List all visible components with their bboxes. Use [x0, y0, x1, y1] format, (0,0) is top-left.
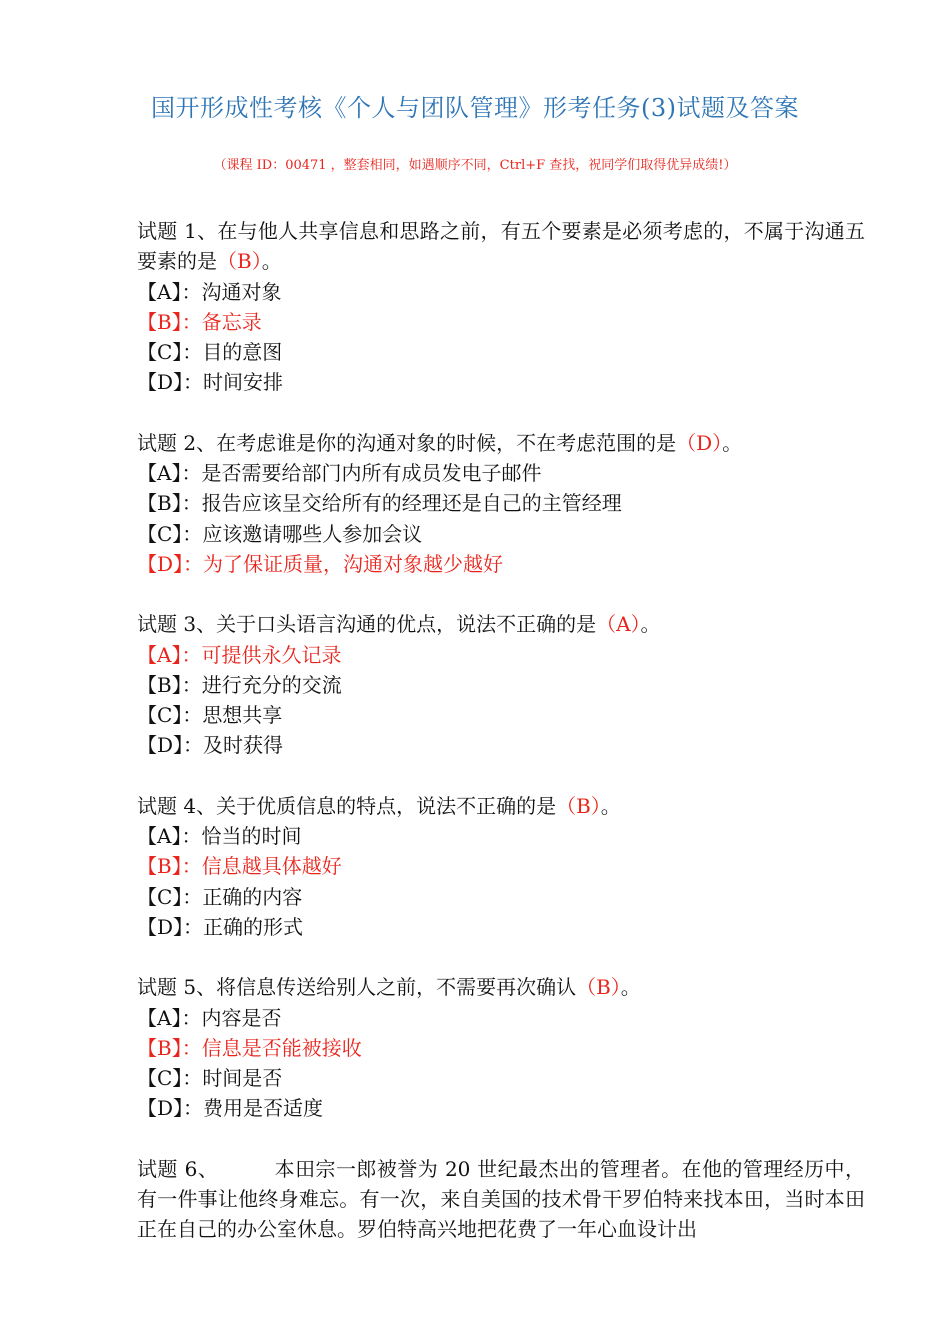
course-note: （课程 ID：00471 ，整套相同，如遇顺序不同，Ctrl+F 查找，祝同学们取得优异成绩!）: [213, 158, 737, 173]
answer-marker: （A）: [596, 612, 641, 637]
option-d: 【D】：费用是否适度: [137, 1096, 324, 1121]
option-b: 【B】：报告应该呈交给所有的经理还是自己的主管经理: [137, 491, 622, 516]
question-6: [137, 1154, 865, 1245]
question-stem: 试题 6、 本田宗一郎被誉为 20 世纪最杰出的管理者。在他的管理经历中，有一件事让他终身难忘。有一次，来自美国的技术骨干罗伯特来找本田，当时本田正在自己的办公室休息。罗伯特高兴地把花费了一年心血设计出: [137, 1156, 865, 1242]
option-a: 【A】：恰当的时间: [137, 824, 302, 849]
answer-marker: （B）: [556, 793, 601, 818]
answer-marker: （B）: [217, 249, 262, 274]
answer-marker: （D）: [676, 430, 723, 455]
option-d-correct: 【D】：为了保证质量，沟通对象越少越好: [137, 551, 504, 576]
option-b-correct: 【B】：备忘录: [137, 309, 262, 334]
option-b: 【B】：进行充分的交流: [137, 672, 342, 697]
option-a: 【A】：内容是否: [137, 1005, 282, 1030]
answer-marker: （B）: [576, 975, 621, 1000]
question-stem: 试题 3、关于口头语言沟通的优点，说法不正确的是（A）。: [137, 612, 661, 637]
option-b-correct: 【B】：信息越具体越好: [137, 854, 342, 879]
page-title: 国开形成性考核《个人与团队管理》形考任务(3)试题及答案: [151, 94, 799, 122]
option-a: 【A】：是否需要给部门内所有成员发电子邮件: [137, 461, 542, 486]
option-c: 【C】：应该邀请哪些人参加会议: [137, 521, 423, 546]
question-1: [137, 216, 865, 398]
question-3: [137, 609, 865, 760]
question-stem: 试题 5、将信息传送给别人之前，不需要再次确认（B）。: [137, 975, 641, 1000]
option-d: 【D】：时间安排: [137, 370, 284, 395]
question-stem: 试题 4、关于优质信息的特点，说法不正确的是（B）。: [137, 793, 621, 818]
option-c: 【C】：思想共享: [137, 703, 283, 728]
question-5: [137, 972, 865, 1123]
question-list: [137, 216, 865, 1275]
option-c: 【C】：目的意图: [137, 340, 283, 365]
question-stem: 试题 1、在与他人共享信息和思路之前，有五个要素是必须考虑的，不属于沟通五要素的是（B）。: [137, 219, 865, 274]
option-d: 【D】：及时获得: [137, 733, 284, 758]
option-a-correct: 【A】：可提供永久记录: [137, 642, 342, 667]
option-d: 【D】：正确的形式: [137, 914, 304, 939]
option-a: 【A】：沟通对象: [137, 279, 282, 304]
question-stem: 试题 2、在考虑谁是你的沟通对象的时候，不在考虑范围的是（D）。: [137, 430, 743, 455]
option-b-correct: 【B】：信息是否能被接收: [137, 1035, 362, 1060]
option-c: 【C】：正确的内容: [137, 884, 303, 909]
question-4: [137, 791, 865, 942]
option-c: 【C】：时间是否: [137, 1066, 283, 1091]
question-2: [137, 428, 865, 579]
